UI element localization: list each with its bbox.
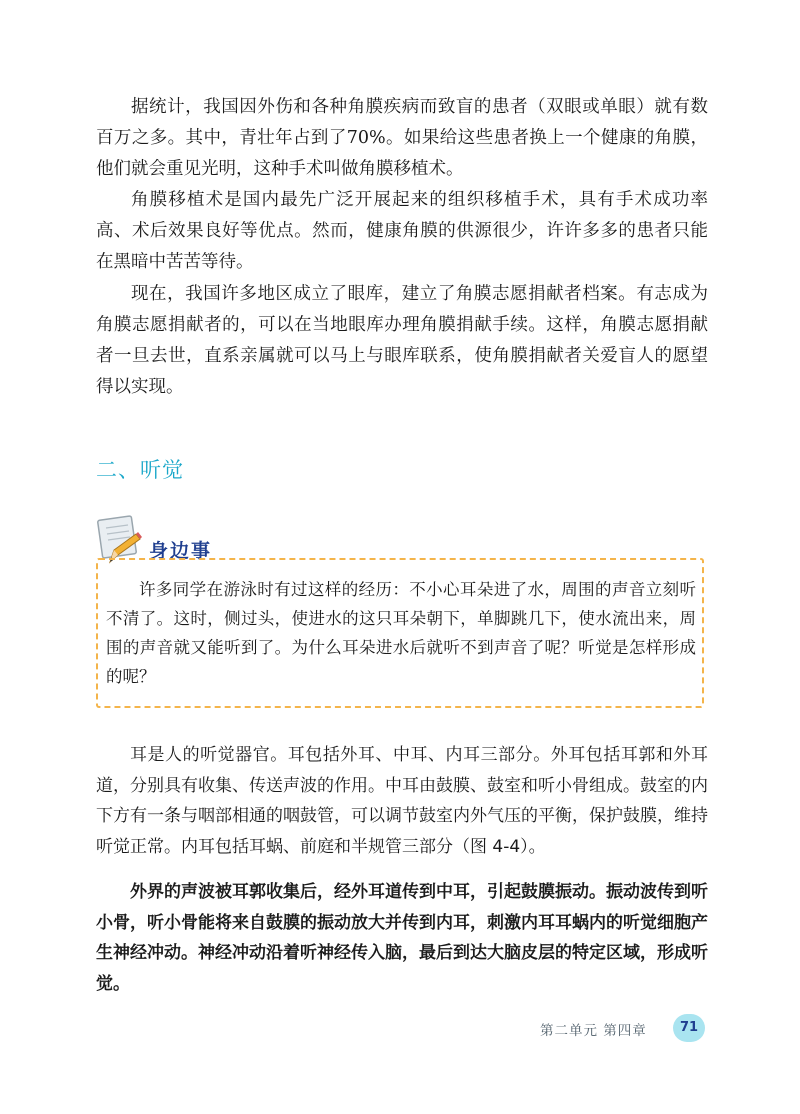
section-title: 二、听觉 xyxy=(96,458,184,482)
body-paragraph: 角膜移植术是国内最先广泛开展起来的组织移植手术，具有手术成功率高、术后效果良好等优点。然而，健康角膜的供源很少，许许多多的患者只能在黑暗中苦苦等待。 xyxy=(96,190,708,272)
footer-chapter-label: 第二单元 第四章 xyxy=(540,1023,647,1039)
body-paragraph: 现在，我国许多地区成立了眼库，建立了角膜志愿捐献者档案。有志成为角膜志愿捐献者的，可以在当地眼库办理角膜捐献手续。这样，角膜志愿捐献者一旦去世，直系亲属就可以马上与眼库联系，使角膜捐献者关爱盲人的愿望得以实现。 xyxy=(96,284,708,397)
body-paragraph-bold: 外界的声波被耳郭收集后，经外耳道传到中耳，引起鼓膜振动。振动波传到听小骨，听小骨能将来自鼓膜的振动放大并传到内耳，刺激内耳耳蜗内的听觉细胞产生神经冲动。神经冲动沿着听神经传入脑，最后到达大脑皮层的特定区域，形成听觉。 xyxy=(96,882,708,994)
body-paragraph: 据统计，我国因外伤和各种角膜疾病而致盲的患者（双眼或单眼）就有数百万之多。其中，青壮年占到了70%。如果给这些患者换上一个健康的角膜，他们就会重见光明，这种手术叫做角膜移植术。 xyxy=(96,97,708,179)
story-box-label: 身边事 xyxy=(149,540,213,562)
page-number-badge: 71 xyxy=(673,1014,705,1042)
body-paragraph: 耳是人的听觉器官。耳包括外耳、中耳、内耳三部分。外耳包括耳郭和外耳道，分别具有收集、传送声波的作用。中耳由鼓膜、鼓室和听小骨组成。鼓室的内下方有一条与咽部相通的咽鼓管，可以调节鼓室内外气压的平衡，保护鼓膜，维持听觉正常。内耳包括耳蜗、前庭和半规管三部分（图 4-4）。 xyxy=(96,745,708,857)
story-box-text: 许多同学在游泳时有过这样的经历：不小心耳朵进了水，周围的声音立刻听不清了。这时，侧过头，使进水的这只耳朵朝下，单脚跳几下，使水流出来，周围的声音就又能听到了。为什么耳朵进水后就听不到声音了呢？听觉是怎样形成的呢？ xyxy=(106,580,696,686)
